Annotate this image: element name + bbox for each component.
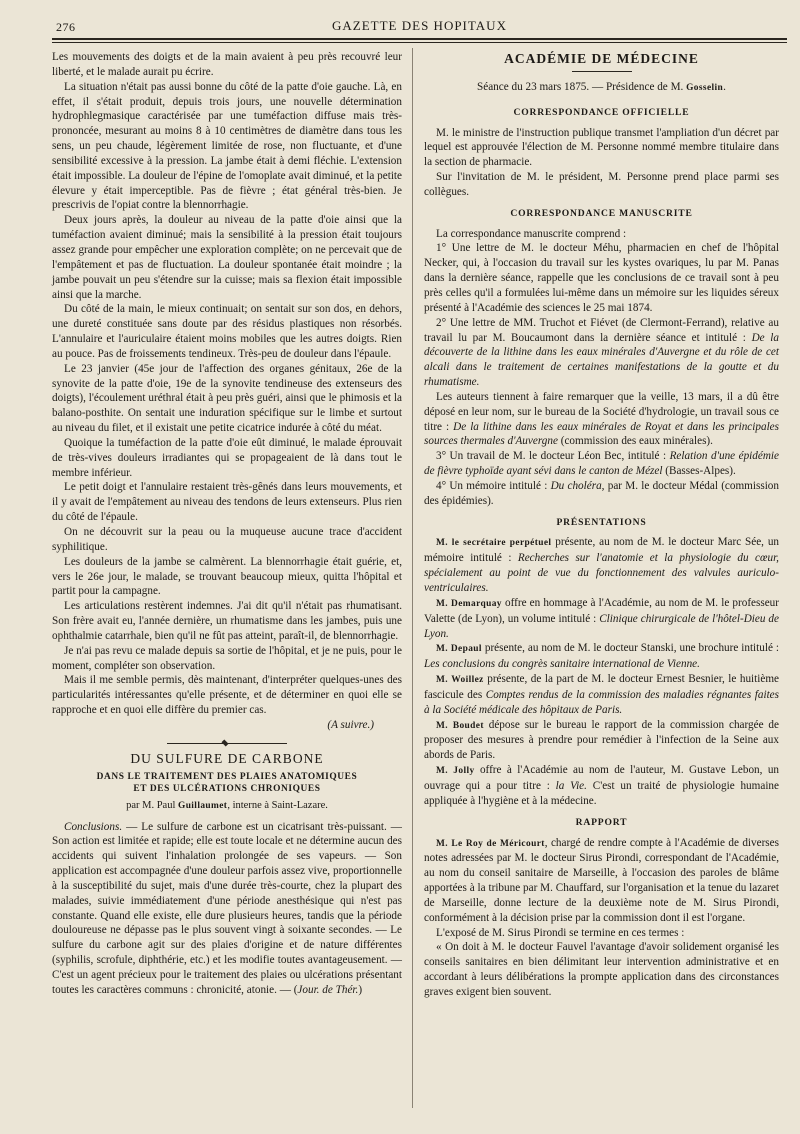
paragraph	[424, 718, 779, 764]
pres-1-name: M. le secrétaire perpétuel	[436, 538, 552, 549]
conclusions-source: Jour. de Thér.	[297, 983, 359, 996]
session-text: Séance du 23 mars 1875. — Présidence de M.	[477, 80, 687, 93]
item-4-title: Du choléra,	[550, 479, 605, 492]
item-3-text: 3° Un travail de M. le docteur Léon Bec, intitulé :	[436, 450, 670, 463]
paragraph: La situation n'était pas aussi bonne du côté de la patte d'oie gauche. Là, en effet, il s'était produit, depuis trois jours, une nouvelle détermination hydrophlegmasique caractérisée par une tuméfaction diffuse mais très-prononcée, mesurant au moins 8 à 10 centimètres de diamètre dans tous les sens, un peu chaude, légèrement limitée de rose, non fluctuante, et d'une sensibilité excessive à la pression. La jambe était à demi fléchie. L'extension était impossible. La douleur de l'épine de l'omoplate avait diminué, et la petite élevure y était imperceptible. Pas de fièvre ; état général très-bien. Je prescrivis de l'opiat contre la blennorrhagie.	[52, 80, 402, 212]
to-be-continued-text: (A suivre.)	[327, 718, 374, 731]
subhead-report: RAPPORT	[575, 816, 628, 828]
subhead-official: CORRESPONDANCE OFFICIELLE	[513, 106, 690, 118]
paragraph: Deux jours après, la douleur au niveau de la patte d'oie ainsi que la tuméfaction avaient diminué; mais la sensibilité à la pression était toujours assez grande pour empêcher une exploration complète; on ne percevait que de l'empâtement et pas de fluctuation. La douleur spontanée était moindre ; la jambe pouvait un peu s'étendre sur la cuisse; mais sa flexion était impossible ainsi que la marche.	[52, 214, 402, 301]
article-byline	[52, 799, 402, 814]
pres-2-name: M. Demarquay	[436, 598, 502, 609]
pres-1-text: présente, au nom de M. le docteur Marc Sée, un mémoire intitulé :	[424, 536, 780, 565]
pres-3-name: M. Depaul	[436, 644, 482, 655]
paragraph: « On doit à M. le docteur Fauvel l'avantage d'avoir solidement organisé les conseils sanitaires en bien délimitant leur intervention administrative et en accordant à leurs délibérations la prompte application dans des circonstances graves exigent bien souvent.	[424, 941, 779, 998]
paragraph: Sur l'invitation de M. le président, M. Personne prend place parmi ses collègues.	[424, 171, 779, 198]
conclusions-text: — Le sulfure de carbone est un cicatrisant très-puissant. — Son action est limitée et rapide; elle est toute locale et ne détermine aucun des accidents qui suivent l'inhalation prolongée de ses vapeurs. — Son application est accompagnée d'une douleur parfois assez vive, proportionnelle à la susceptibilité du sujet, mais d'une durée très-courte, chez la plupart des malades, suivie immédiatement d'une période anesthésique qui n'est pas constante. Quand elle existe, elle dure plusieurs heures, tandis que la période douloureuse ne dépasse pas le plus souvent vingt à soixante secondes. — Le sulfure du carbone agit sur des plaies d'origine et de nature différentes (syphilis, scrofule, diphthérie, etc.) et les modifie toutes avantageusement. — C'est un agent précieux pour le traitement des plaies ou ulcérations présentant toutes les caractères communs : chronicité, atonie. — (	[52, 820, 402, 996]
session-line	[424, 80, 779, 96]
paragraph	[424, 479, 779, 509]
paragraph: L'exposé de M. Sirus Pirondi se termine en ces termes :	[436, 926, 685, 939]
pres-4-name: M. Woillez	[436, 675, 484, 686]
paragraph: On ne découvrit sur la peau ou la muqueuse aucune trace d'accident syphilitique.	[52, 526, 402, 553]
running-head	[52, 14, 787, 36]
section-rule	[572, 71, 632, 72]
subhead-manuscript: CORRESPONDANCE MANUSCRITE	[510, 207, 693, 219]
paragraph	[424, 836, 779, 926]
report-name: M. Le Roy de Méricourt	[436, 838, 545, 849]
pres-6-title: la Vie.	[555, 779, 587, 792]
paragraph: Le petit doigt et l'annulaire restaient très-gênés dans leurs mouvements, et il y avait de l'empâtement au niveau des tendons de leurs extenseurs. Plus rien du côté de l'épaule.	[52, 481, 402, 524]
paragraph: Le 23 janvier (45e jour de l'affection des organes génitaux, 26e de la synovite de la patte d'oie, 19e de la synovite tendineuse des extenseurs des doigts), l'écoulement uréthral était à peu près guéri, ainsi que le phimosis et la balano-posthite. On sentait une induration spécifique sur le limbe et surtout au niveau du filet, et il existait une petite cicatrice indurée à côté du méat.	[52, 362, 402, 435]
paragraph: Du côté de la main, le mieux continuait; on sentait sur son dos, en dehors, une dureté constituée sans doute par des résidus plastiques non résorbés. L'annulaire et l'auriculaire étaient moins mobiles que les autres doigts. Rien au pouce. Pas de froissements tendineux. Très-peu de douleur dans l'épaule.	[52, 303, 402, 360]
page-number: 276	[56, 20, 76, 34]
conclusions-end: )	[358, 983, 363, 996]
paragraph: Quoique la tuméfaction de la patte d'oie eût diminué, le malade éprouvait de très-vives douleurs irradiantes qui se propageaient de là dans tout le membre inférieur.	[52, 436, 402, 479]
paragraph	[424, 596, 779, 642]
pres-1-title: Recherches sur l'anatomie et la physiologie du cœur, spécialement au point de vue du fonctionnement des valvules auriculo-ventriculaires.	[424, 552, 779, 594]
header-rule	[52, 38, 787, 40]
item-2-text-b: Les auteurs tiennent à faire remarquer que la veille, 13 mars, il a dû être déposé en leur nom, sur le bureau de la Société d'hydrologie, un travail sous ce titre :	[424, 390, 779, 433]
pres-3-title: Les conclusions du congrès sanitaire international de Vienne.	[424, 658, 700, 671]
pres-4-text: présente, de la part de M. le docteur Ernest Besnier, le huitième fascicule des	[424, 673, 779, 701]
article-subtitle-2: ET DES ULCÉRATIONS CHRONIQUES	[133, 784, 321, 795]
item-2-title-2: De la lithine dans les eaux minérales de Royat et dans les principales sources thermales d'Auvergne	[424, 420, 779, 448]
item-3-text-b: (Basses-Alpes).	[662, 465, 736, 478]
paragraph	[424, 316, 779, 390]
pres-4-title: Comptes rendus de la commission des maladies régnantes faites à la Société médicale des hôpitaux de Paris.	[424, 688, 779, 716]
paragraph: Mais il me semble permis, dès maintenant, d'interpréter quelques-unes des particularités intéressantes qu'elle présente, et de déterminer en quoi elle se rapproche et en quoi elle diffère du premier cas.	[52, 674, 402, 717]
paragraph	[424, 535, 779, 595]
paragraph	[424, 763, 779, 809]
item-2-title: De la découverte de la lithine dans les eaux minérales d'Auvergne et du rôle de cet alcali dans le traitement de certaines manifestations de la goutte et du rhumatisme.	[424, 331, 780, 389]
paragraph	[424, 641, 779, 672]
conclusions-label: Conclusions.	[64, 820, 123, 833]
section-title: ACADÉMIE DE MÉDECINE	[504, 51, 699, 66]
item-4-text-b: par M. le docteur Médal (commission des épidémies).	[424, 479, 779, 507]
article-separator	[167, 743, 287, 744]
paragraph: Les articulations restèrent indemnes. J'ai dit qu'il n'était pas rhumatisant. Son frère avait eu, l'année dernière, un rhumatisme dans les jambes, puis une ophthalmie catarrhale, bien qu'il ne fût pas atteint, paraît-il, de blennorrhagie.	[52, 600, 402, 642]
article-conclusions	[52, 820, 402, 998]
paragraph	[424, 672, 779, 718]
byline-author: Guillaumet	[178, 800, 228, 811]
article-title: DU SULFURE DE CARBONE	[130, 750, 324, 766]
pres-6-name: M. Jolly	[436, 766, 475, 777]
byline-prefix: par M. Paul	[126, 799, 176, 811]
pres-5-text: dépose sur le bureau le rapport de la commission chargée de proposer des mesures à prendre pour remédier à l'infection de la Seine aux abords de Paris.	[424, 718, 779, 762]
paragraph: Les douleurs de la jambe se calmèrent. La blennorrhagie était guérie, et, vers le 26e jour, le malade, se trouvant beaucoup mieux, quitta l'hôpital et partit pour la campagne.	[52, 555, 402, 598]
byline-suffix: , interne à Saint-Lazare.	[227, 799, 328, 811]
paragraph: 1° Une lettre de M. le docteur Méhu, pharmacien en chef de l'hôpital Necker, qui, à l'occasion du travail sur les kystes ovariques, lu par M. Panas dans la dernière séance, rappelle que les conclusions de ce travail sont à peu près celles qu'il a formulées lui-même dans un mémoire sur les liquides séreux présenté à l'Académie des sciences le 25 mai 1874.	[424, 242, 779, 314]
column-divider	[412, 48, 413, 1108]
paragraph: La correspondance manuscrite comprend :	[436, 227, 627, 240]
to-be-continued	[52, 718, 402, 733]
item-3-title: Relation d'une épidémie de fièvre typhoïde ayant sévi dans le canton de Mézel	[424, 450, 779, 478]
paragraph: Les mouvements des doigts et de la main avaient à peu près recouvré leur liberté, et le malade aurait pu écrire.	[52, 51, 402, 78]
item-2-text-c: (commission des eaux minérales).	[557, 435, 713, 448]
right-column	[424, 50, 779, 1000]
pres-6-text: offre à l'Académie au nom de l'auteur, M. Gustave Lebon, un ouvrage qui a pour titre :	[424, 764, 780, 792]
paragraph: Je n'ai pas revu ce malade depuis sa sortie de l'hôpital, et je ne puis, pour le moment, compléter son observation.	[52, 644, 402, 672]
paragraph	[424, 390, 779, 449]
header-rule-thin	[52, 42, 787, 43]
left-column	[52, 50, 402, 998]
pres-2-text: offre en hommage à l'Académie, au nom de M. le professeur Valette (de Lyon), un volume intitulé :	[424, 596, 780, 625]
pres-5-name: M. Boudet	[436, 720, 484, 731]
pres-2-title: Clinique chirurgicale de l'hôtel-Dieu de Lyon.	[424, 612, 779, 640]
session-president: Gosselin	[686, 82, 724, 93]
article-subtitle-1: DANS LE TRAITEMENT DES PLAIES ANATOMIQUES	[96, 771, 358, 782]
item-4-text: 4° Un mémoire intitulé :	[436, 479, 551, 492]
pres-6-text-b: C'est un traité de physiologie humaine appliquée à l'hygiène et à la médecine.	[424, 779, 779, 807]
session-end: .	[723, 80, 726, 93]
pres-3-text: présente, au nom de M. le docteur Stanski, une brochure intitulé :	[481, 642, 779, 655]
paragraph	[424, 449, 779, 479]
item-2-text: 2° Une lettre de MM. Truchot et Fiévet (de Clermont-Ferrand), relative au travail lu par M. Boucaumont dans la dernière séance et intitulé :	[424, 316, 779, 344]
journal-title: GAZETTE DES HOPITAUX	[332, 18, 507, 33]
report-text: , chargé de rendre compte à l'Académie de diverses notes adressées par M. le docteur Sirus Pirondi, correspondant de l'Académie, au nom du conseil sanitaire de Marseille, à l'occasion des paroles de blâme apportées à la tribune par M. Chauffard, sur l'organisation et la tenue du lazaret de Marseille, donne lecture de la deuxième note de M. Sirus Pirondi, conformément à la décision prise par la commission dont il est l'organe.	[424, 836, 779, 924]
subhead-presentations: PRÉSENTATIONS	[556, 516, 647, 528]
paragraph: M. le ministre de l'instruction publique transmet l'ampliation d'un décret par lequel est approuvée l'élection de M. Personne nommé membre titulaire dans la section de pharmacie.	[424, 126, 779, 169]
